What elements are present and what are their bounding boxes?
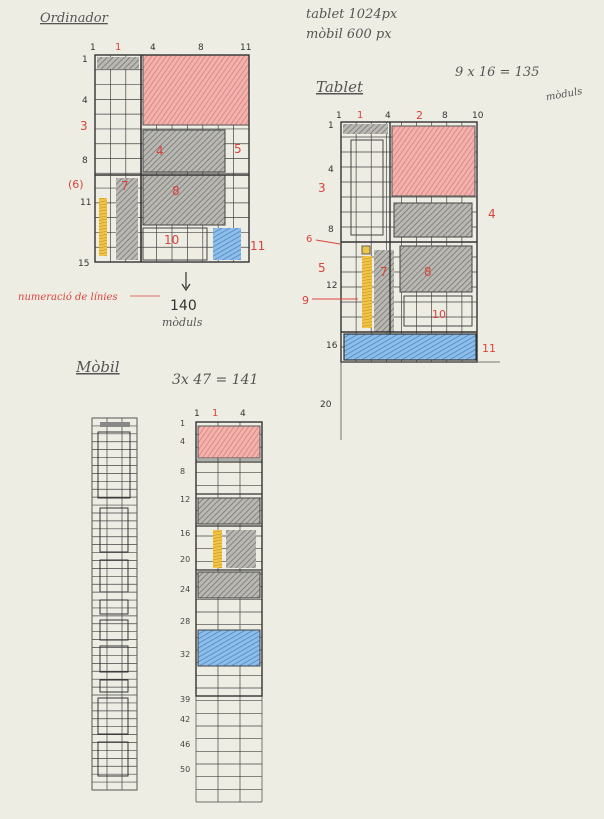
mobile-col-number: 1 xyxy=(212,408,219,419)
mobile-row-number: 8 xyxy=(180,467,186,476)
desktop-block-yellow xyxy=(99,198,107,256)
tablet-block-blue xyxy=(344,334,476,360)
tablet-block-number: 2 xyxy=(416,109,423,122)
mobile-block-yellow xyxy=(213,530,222,568)
desktop-col-number: 8 xyxy=(198,43,204,53)
tablet-formula: 9 x 16 = 135 xyxy=(455,65,540,80)
mobile-row-number: 20 xyxy=(180,555,191,564)
tablet-block-8 xyxy=(400,246,472,292)
mobile-row-number: 39 xyxy=(180,695,191,704)
mobile-row-number: 12 xyxy=(180,495,191,504)
tablet-block-6 xyxy=(362,246,370,254)
tablet-block-number: 11 xyxy=(482,342,496,355)
tablet-width-note: tablet 1024px xyxy=(306,7,398,22)
tablet-col-number: 10 xyxy=(472,111,484,121)
mobile-block-red xyxy=(198,426,260,458)
desktop-block-red xyxy=(143,55,249,125)
desktop-block-number: 3 xyxy=(80,119,88,133)
mobile-row-number: 46 xyxy=(180,740,191,749)
desktop-modules-label: mòduls xyxy=(162,316,203,329)
desktop-col-number: 1 xyxy=(115,42,122,53)
mobile-row-number: 42 xyxy=(180,715,191,724)
tablet-col-number: 8 xyxy=(442,111,448,121)
tablet-col-number: 1 xyxy=(357,110,364,121)
tablet-block-number: 8 xyxy=(424,265,432,279)
mobile-row-number: 16 xyxy=(180,529,191,538)
desktop-block-number: (6) xyxy=(68,178,84,191)
mobile-block-grey xyxy=(198,498,260,524)
desktop-block-number: 8 xyxy=(172,184,180,198)
tablet-block-4 xyxy=(394,203,472,237)
mobile-row-number: 1 xyxy=(180,419,186,428)
mobile-col-number: 1 xyxy=(194,409,200,419)
desktop-layout xyxy=(18,42,265,329)
tablet-col-number: 1 xyxy=(336,111,342,121)
desktop-col-number: 1 xyxy=(90,43,96,53)
mobile-row-number: 32 xyxy=(180,650,191,659)
desktop-block-8 xyxy=(143,175,225,225)
desktop-col-number: 11 xyxy=(240,43,252,53)
tablet-col-number: 4 xyxy=(385,111,391,121)
mobile-row-number: 28 xyxy=(180,617,191,626)
tablet-block-7 xyxy=(374,250,394,332)
tablet-row-number: 4 xyxy=(328,165,334,175)
tablet-block-number: 4 xyxy=(488,207,496,221)
tablet-layout xyxy=(302,109,500,440)
desktop-title: Ordinador xyxy=(40,11,108,26)
tablet-block-yellow xyxy=(362,256,372,328)
mobile-formula: 3x 47 = 141 xyxy=(172,372,259,388)
mobile-row-number: 4 xyxy=(180,437,186,446)
mobile-col-number: 4 xyxy=(240,409,246,419)
desktop-row-number: 15 xyxy=(78,259,90,269)
desktop-row-number: 1 xyxy=(82,55,88,65)
tablet-block-number: 5 xyxy=(318,261,326,275)
mobile-layout xyxy=(180,408,262,802)
mobile-row-number: 50 xyxy=(180,765,191,774)
desktop-modules-count: 140 xyxy=(170,298,197,314)
tablet-block-red xyxy=(392,126,475,196)
desktop-block-number: 5 xyxy=(234,142,242,156)
tablet-block-number: 3 xyxy=(318,181,326,195)
mobile-wireframe-strip xyxy=(92,418,137,790)
tablet-block-number: 10 xyxy=(432,308,446,321)
tablet-block-number: 9 xyxy=(302,294,309,307)
desktop-row-number: 4 xyxy=(82,96,88,106)
tablet-formula-unit: mòduls xyxy=(545,86,584,104)
tablet-row-number: 1 xyxy=(328,121,334,131)
tablet-row-number: 12 xyxy=(326,281,338,291)
desktop-col-number: 4 xyxy=(150,43,156,53)
tablet-row-number: 16 xyxy=(326,341,338,351)
tablet-row-number: 20 xyxy=(320,400,332,410)
desktop-block-blue xyxy=(213,228,241,260)
desktop-block-number: 7 xyxy=(121,179,129,193)
desktop-row-number: 11 xyxy=(80,198,92,208)
desktop-note-lines: numeració de línies xyxy=(18,292,118,303)
desktop-row-number: 8 xyxy=(82,156,88,166)
mobile-block-grey3 xyxy=(198,572,260,598)
desktop-block-number: 11 xyxy=(250,239,266,253)
tablet-block-number: 7 xyxy=(380,265,388,279)
desktop-block-number: 4 xyxy=(156,144,164,158)
mobile-block-grey2 xyxy=(226,530,256,568)
desktop-block-number: 10 xyxy=(164,233,180,247)
tablet-block-header xyxy=(343,124,388,134)
tablet-block-number: 6 xyxy=(306,234,313,245)
mobile-width-note: mòbil 600 px xyxy=(306,27,392,42)
tablet-title: Tablet xyxy=(316,78,364,96)
desktop-block-header xyxy=(97,57,139,69)
mobile-block-blue xyxy=(198,630,260,666)
mobile-title: Mòbil xyxy=(76,358,120,376)
mobile-row-number: 24 xyxy=(180,585,191,594)
tablet-row-number: 8 xyxy=(328,225,334,235)
